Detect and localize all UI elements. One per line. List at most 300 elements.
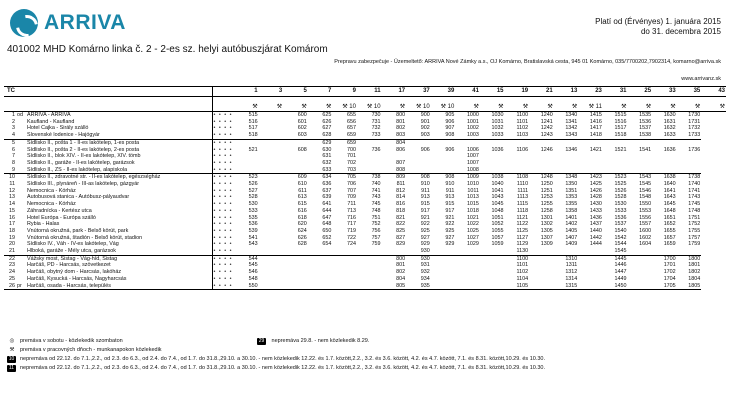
departure-time: 1051: [491, 214, 504, 221]
departure-time: [308, 276, 333, 283]
departure-time: 647: [322, 214, 332, 221]
departure-time: 1648: [663, 207, 676, 214]
departure-time: 910: [445, 181, 455, 188]
stop-number: 11: [9, 181, 15, 188]
departure-time: 1246: [540, 146, 553, 153]
departure-time: 613: [297, 194, 307, 201]
departure-time: [628, 139, 653, 146]
departure-time: [554, 139, 579, 146]
trip-number: 15: [480, 87, 505, 97]
stop-number: 9: [12, 166, 15, 173]
departure-time: 1535: [639, 112, 652, 118]
departure-time: 1129: [516, 241, 529, 248]
leader-dots: • • • •: [213, 153, 233, 160]
leader-dots: • • • •: [213, 166, 233, 173]
departure-time: [480, 276, 505, 283]
departure-time: [357, 160, 382, 167]
departure-time: 917: [420, 207, 430, 214]
departure-time: 1240: [540, 112, 553, 118]
departure-time: 757: [371, 234, 381, 241]
departure-time: 1032: [491, 125, 504, 132]
departure-time: 736: [371, 146, 381, 153]
departure-time: 1343: [565, 132, 578, 139]
departure-time: 1542: [614, 234, 627, 241]
leader-dots: • • • •: [213, 159, 233, 166]
table-row: [4, 194, 726, 201]
departure-time: 1631: [663, 118, 676, 125]
trip-symbol: ⚒: [283, 97, 308, 112]
departure-time: 1433: [589, 207, 602, 214]
departure-time: 636: [322, 181, 332, 188]
departure-time: 805: [382, 283, 407, 290]
departure-time: 1013: [466, 194, 479, 201]
departure-time: [332, 276, 357, 283]
departure-time: 527: [248, 187, 258, 194]
departure-time: [234, 160, 259, 167]
departure-time: 1545: [614, 248, 627, 255]
table-row: [4, 276, 726, 283]
departure-time: 1417: [589, 125, 602, 132]
departure-time: 616: [297, 207, 307, 214]
departure-time: [259, 160, 284, 167]
departure-time: 1736: [688, 146, 701, 153]
trip-symbol: ⚒: [603, 97, 628, 112]
stop-name: Sídlisko III., plynáreň - III-as lakótelep, gázgyár: [26, 181, 212, 188]
departure-time: 1757: [688, 234, 701, 241]
departure-time: 756: [371, 227, 381, 234]
departure-time: 1351: [565, 187, 578, 194]
departure-time: 703: [346, 166, 356, 173]
stop-name: Harčáš, obytný dom - Harcsás, lakóház: [26, 269, 212, 276]
departure-time: 806: [396, 146, 406, 153]
table-row: [4, 208, 726, 215]
trip-number: 31: [603, 87, 628, 97]
departure-time: [628, 283, 653, 290]
departure-time: [628, 248, 653, 255]
departure-time: 657: [346, 125, 356, 132]
departure-time: [259, 276, 284, 283]
departure-time: 1100: [505, 255, 530, 262]
departure-time: [259, 188, 284, 195]
trip-number: 3: [259, 87, 284, 97]
departure-time: 644: [322, 207, 332, 214]
departure-time: [431, 276, 456, 283]
stop-number: 25: [9, 275, 15, 282]
departure-time: [406, 160, 431, 167]
brand-name: ARRIVA: [44, 11, 126, 34]
table-row: [4, 241, 726, 248]
stop-direction: [16, 139, 26, 146]
departure-time: [308, 283, 333, 290]
departure-time: 550: [234, 283, 259, 290]
departure-time: 827: [396, 234, 406, 241]
departure-time: 654: [322, 241, 332, 248]
departure-time: 1805: [677, 283, 702, 290]
departure-time: 738: [357, 174, 382, 181]
departure-time: 748: [371, 207, 381, 214]
arriva-logo-icon: [10, 9, 38, 37]
stop-name: Sídlisko II., blok XIV. - II-es lakótelep, XIV. tömb: [26, 153, 212, 160]
table-row: [4, 167, 726, 174]
table-row: [4, 269, 726, 276]
departure-time: 1428: [589, 194, 602, 201]
table-row: [4, 283, 726, 290]
departure-time: 1021: [466, 214, 479, 221]
departure-time: [259, 174, 284, 181]
departure-time: [480, 255, 505, 262]
stop-name: Záhradnícka - Kertész utca: [26, 208, 212, 215]
departure-time: [480, 248, 505, 255]
stop-direction: [16, 188, 26, 195]
departure-time: 901: [420, 118, 430, 125]
departure-time: 629: [308, 139, 333, 146]
stop-number: 16: [9, 214, 15, 221]
stop-direction: [16, 153, 26, 160]
departure-time: 802: [396, 269, 406, 276]
leader-dots: • • • •: [213, 207, 233, 214]
stop-name: Vnútorná okružná, park - Belső körút, park: [26, 228, 212, 235]
table-row: [4, 153, 726, 160]
departure-time: 659: [346, 132, 356, 139]
departure-time: 1449: [614, 275, 627, 282]
validity-from: Platí od (Érvényes) 1. januára 2015: [595, 17, 721, 26]
departure-time: 730: [371, 112, 381, 118]
departure-time: [259, 132, 284, 139]
validity-to: do 31. decembra 2015: [640, 27, 721, 36]
departure-time: 752: [371, 221, 381, 228]
leader-dots: • • • •: [213, 125, 233, 132]
departure-time: 908: [406, 174, 431, 181]
sym-ts: [4, 97, 16, 112]
departure-time: 930: [420, 248, 430, 255]
departure-time: 1548: [639, 194, 652, 201]
validity-period: [595, 17, 721, 37]
table-row: [4, 119, 726, 126]
departure-time: 1755: [688, 227, 701, 234]
departure-time: [505, 160, 530, 167]
departure-time: 1525: [614, 181, 627, 188]
header-dir: [16, 87, 26, 97]
stop-number: 4: [12, 132, 15, 139]
departure-time: 1632: [663, 125, 676, 132]
departure-time: [431, 139, 456, 146]
stop-direction: [16, 208, 26, 215]
departure-time: 1031: [491, 118, 504, 125]
stop-number: 2: [12, 118, 15, 125]
departure-time: [259, 119, 284, 126]
stop-number: 3: [12, 125, 15, 132]
departure-time: 821: [396, 214, 406, 221]
departure-time: 906: [445, 118, 455, 125]
leader-dots: • • • •: [213, 187, 233, 194]
note-10: 10 nepremáva od 22.12. do 7.1.,2.2., od 2.3. do 6.3., od 2.4. do 7.4., od 1.7. do 31.8.,29.10. a 30.10. - nem közlekedik 12.22. és 1.7. között,2.2., 3.2. és 3.6. között, 4.2. és 4.7. között, 7.1. és 8.31. között,10.29. és 10.30.: [8, 356, 545, 362]
departure-time: 1315: [554, 283, 579, 290]
departure-time: 808: [396, 166, 406, 173]
departure-time: 1657: [663, 234, 676, 241]
departure-time: [431, 269, 456, 276]
departure-time: 1538: [639, 132, 652, 139]
departure-time: [406, 167, 431, 174]
trip-number: 39: [431, 87, 456, 97]
departure-time: 1253: [540, 194, 553, 201]
sym-stop: [26, 97, 212, 112]
departure-time: 1018: [466, 207, 479, 214]
departure-time: [578, 248, 603, 255]
departure-time: 1440: [589, 227, 602, 234]
stop-direction: [16, 215, 26, 222]
departure-time: [677, 139, 702, 146]
departure-time: [578, 160, 603, 167]
stop-direction: od: [17, 112, 23, 118]
stop-number: 15: [9, 207, 15, 214]
departure-time: 1640: [663, 181, 676, 188]
trip-symbol: ⚒: [259, 97, 284, 112]
departure-time: 1059: [491, 241, 504, 248]
stop-direction: pr: [16, 283, 26, 290]
departure-time: 1103: [516, 132, 529, 139]
departure-time: [529, 167, 554, 174]
trip-symbol: ⚒: [652, 97, 677, 112]
website-link[interactable]: www.arrivanz.sk: [681, 76, 721, 82]
departure-time: [480, 160, 505, 167]
departure-time: [234, 167, 259, 174]
stop-direction: [16, 201, 26, 208]
departure-time: 530: [248, 201, 258, 208]
departure-time: 608: [297, 146, 307, 153]
departure-time: [529, 255, 554, 262]
circle-dot-icon: ◎: [9, 338, 15, 344]
departure-time: [283, 255, 308, 262]
departure-time: [259, 125, 284, 132]
departure-time: 1255: [540, 201, 553, 208]
stop-name: ARRIVA - ARRIVA: [26, 112, 212, 119]
departure-time: [406, 153, 431, 160]
departure-time: 1740: [688, 181, 701, 188]
departure-time: 618: [297, 214, 307, 221]
leader-dots: • • • •: [213, 227, 233, 234]
departure-time: 1602: [639, 234, 652, 241]
departure-time: [505, 153, 530, 160]
departure-time: 1541: [639, 146, 652, 153]
departure-time: 811: [396, 181, 406, 188]
leader-dots: • • • •: [213, 282, 233, 289]
stop-direction: [16, 262, 26, 269]
trip-number: 17: [382, 87, 407, 97]
departure-time: 1544: [614, 241, 627, 248]
departure-time: 934: [420, 275, 430, 282]
trip-number: 7: [308, 87, 333, 97]
departure-time: 1100: [516, 112, 529, 118]
departure-time: [259, 255, 284, 262]
departure-time: [455, 248, 480, 255]
stop-number: 5: [4, 139, 16, 146]
departure-time: [283, 283, 308, 290]
departure-time: [652, 139, 677, 146]
departure-time: [578, 283, 603, 290]
departure-time: 1752: [688, 221, 701, 228]
departure-time: [357, 283, 382, 290]
departure-time: 1600: [639, 227, 652, 234]
departure-time: [578, 276, 603, 283]
departure-time: 626: [322, 118, 332, 125]
departure-time: 526: [248, 181, 258, 188]
stop-name: Kaufland - Kaufland: [26, 119, 212, 126]
departure-time: [554, 167, 579, 174]
hammers-icon: ⚒: [9, 347, 15, 353]
departure-time: 1537: [639, 125, 652, 132]
departure-time: [308, 248, 333, 255]
departure-time: [677, 248, 702, 255]
departure-time: [283, 139, 308, 146]
departure-time: 1040: [491, 181, 504, 188]
departure-time: 543: [248, 241, 258, 248]
header-pre: [212, 87, 234, 97]
departure-time: [332, 269, 357, 276]
stop-direction: [16, 174, 26, 181]
departure-time: 1110: [516, 181, 529, 188]
departure-time: [628, 160, 653, 167]
departure-time: 1407: [565, 234, 578, 241]
departure-time: 1416: [589, 118, 602, 125]
departure-time: 624: [297, 227, 307, 234]
sym-dir: [16, 97, 26, 112]
trip-symbol: ⚒: [455, 97, 480, 112]
departure-time: 913: [420, 194, 430, 201]
departure-time: [357, 139, 382, 146]
header-stop: [26, 87, 212, 97]
departure-time: 1348: [554, 174, 579, 181]
stop-number: 21: [9, 248, 15, 255]
departure-time: 1518: [614, 132, 627, 139]
departure-time: 921: [445, 214, 455, 221]
departure-time: [259, 201, 284, 208]
departure-time: [259, 269, 284, 276]
departure-time: [234, 248, 259, 255]
departure-time: [578, 262, 603, 269]
leader-dots: • • • •: [213, 112, 233, 118]
departure-time: 1007: [466, 153, 479, 160]
departure-time: 741: [371, 187, 381, 194]
departure-time: [283, 262, 308, 269]
departure-time: [357, 153, 382, 160]
departure-time: 911: [421, 187, 430, 194]
departure-time: 1436: [589, 214, 602, 221]
departure-time: 1641: [663, 187, 676, 194]
departure-time: 1314: [565, 275, 578, 282]
departure-time: 1121: [516, 214, 529, 221]
trip-symbol: ⚒: [554, 97, 579, 112]
departure-time: 626: [297, 234, 307, 241]
departure-time: 707: [346, 187, 356, 194]
departure-time: 915: [420, 201, 430, 208]
departure-time: 633: [322, 166, 332, 173]
departure-time: 1105: [505, 283, 530, 290]
departure-time: 925: [445, 227, 455, 234]
stop-direction: [16, 248, 26, 255]
departure-time: 630: [322, 146, 332, 153]
leader-dots: • • • •: [213, 201, 233, 208]
trip-symbol: ⚒: [308, 97, 333, 112]
departure-time: [652, 167, 677, 174]
timetable-symbols: [4, 97, 726, 112]
departure-time: 822: [396, 221, 406, 228]
departure-time: 929: [445, 241, 455, 248]
stop-direction: [16, 228, 26, 235]
departure-time: 802: [396, 125, 406, 132]
departure-time: 1421: [589, 146, 602, 153]
departure-time: 1038: [480, 174, 505, 181]
departure-time: [529, 153, 554, 160]
departure-time: 801: [396, 262, 406, 269]
departure-time: 656: [346, 118, 356, 125]
note-29: 29 nepremáva 29.8. - nem közlekedik 8.29.: [258, 338, 370, 344]
departure-time: 1533: [614, 207, 627, 214]
stop-direction: [16, 167, 26, 174]
departure-time: [234, 153, 259, 160]
departure-time: 1355: [565, 201, 578, 208]
departure-time: 701: [346, 153, 356, 160]
departure-time: [455, 262, 480, 269]
departure-time: [283, 160, 308, 167]
departure-time: 1125: [516, 227, 529, 234]
departure-time: 1250: [540, 181, 553, 188]
trip-symbol: ⚒: [701, 97, 726, 112]
departure-time: 1052: [491, 221, 504, 228]
departure-time: 927: [445, 234, 455, 241]
departure-time: [480, 269, 505, 276]
trip-symbol: ⚒ 10: [332, 97, 357, 112]
trip-number: 21: [529, 87, 554, 97]
departure-time: 1523: [603, 174, 628, 181]
departure-time: 1437: [589, 221, 602, 228]
trip-number: 23: [578, 87, 603, 97]
departure-time: 800: [382, 255, 407, 262]
departure-time: [283, 269, 308, 276]
stop-number: 10: [4, 174, 16, 181]
departure-time: 631: [322, 153, 332, 160]
departure-time: 601: [297, 118, 307, 125]
departure-time: 518: [248, 132, 258, 139]
departure-time: 1003: [466, 132, 479, 139]
departure-time: 1759: [688, 241, 701, 248]
departure-time: 711: [347, 201, 356, 208]
departure-time: 722: [346, 234, 356, 241]
departure-time: 733: [371, 132, 381, 139]
trip-symbol: ⚒ 11: [578, 97, 603, 112]
stop-direction: [16, 269, 26, 276]
departure-time: 1027: [466, 234, 479, 241]
departure-time: 615: [297, 201, 307, 208]
departure-time: 1302: [540, 221, 553, 228]
departure-time: 517: [248, 125, 258, 132]
departure-time: [455, 139, 480, 146]
leader-dots: • • • •: [213, 262, 233, 269]
stop-number: 13: [9, 194, 15, 201]
departure-time: 1242: [540, 125, 553, 132]
table-row: [4, 255, 726, 262]
departure-time: 716: [346, 214, 356, 221]
departure-time: 1307: [540, 234, 553, 241]
arriva-logo: [10, 8, 126, 38]
departure-time: 1430: [589, 201, 602, 208]
departure-time: 900: [420, 112, 430, 118]
departure-time: 1550: [639, 201, 652, 208]
trip-number: 13: [554, 87, 579, 97]
departure-time: [357, 248, 382, 255]
departure-time: [578, 153, 603, 160]
departure-time: 1540: [614, 227, 627, 234]
departure-time: 935: [406, 283, 431, 290]
